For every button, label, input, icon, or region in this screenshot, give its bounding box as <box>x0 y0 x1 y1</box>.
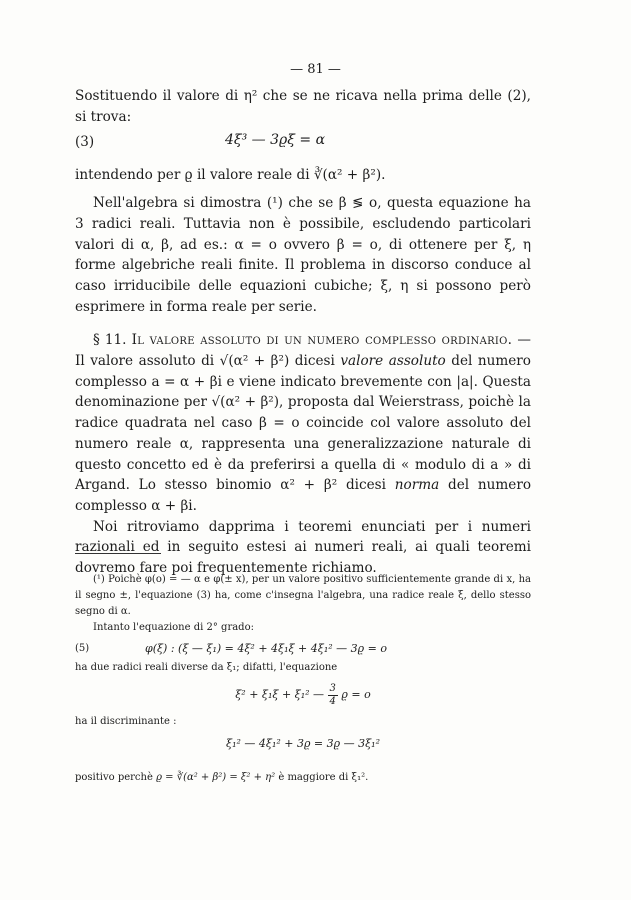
footnote-5-equation: ϱ = ∛(α² + β²) = ξ² + η² <box>156 772 276 783</box>
fraction-denominator: 4 <box>329 695 336 707</box>
paragraph-5: Noi ritroviamo dapprima i teoremi enunciati per i numeri razionali ed in seguito estesi ai numeri reali, ai quali teoremi dovremo fare poi frequentemente richiamo. <box>75 518 531 577</box>
section-11-paragraph <box>75 330 531 516</box>
footnote-5-text-a: positivo perchè <box>75 772 153 783</box>
section-text-b: del numero complesso a = α + βi e viene indicato brevemente con |a|. Questa denominazione per √(α² + β²), proposta dal Weierstrass, poichè la radice quadrata nel caso β = o coincide col valore assoluto del numero reale α, rappresenta una generalizzazione naturale di questo concetto ed è da preferirsi a quella di « modulo di a » di Argand. Lo stesso binomio α² + β² dicesi <box>75 353 531 494</box>
fraction-numerator: 3 <box>329 682 336 694</box>
equation-6-fraction <box>328 683 338 708</box>
equation-6 <box>75 680 531 714</box>
section-title: Il valore assoluto di un numero complesso ordinario. <box>131 332 513 349</box>
footnote-4: ha il discriminante : <box>75 716 177 727</box>
equation-3 <box>75 129 531 155</box>
equation-3-label: (3) <box>75 134 95 151</box>
section-mark: § 11. <box>93 332 127 349</box>
section-text-a: — Il valore assoluto di √(α² + β²) dicesi <box>75 332 531 370</box>
term-valore-assoluto: valore assoluto <box>340 353 446 370</box>
footnote-5 <box>75 770 531 786</box>
footnotes <box>75 572 531 786</box>
footnote-rule <box>75 553 161 554</box>
footnote-1: (¹) Poichè φ(o) = — α e φ(± x), per un valore positivo sufficientemente grande di x, ha il segno ±, l'equazione (3) ha, come c'insegna l'algebra, una radice reale ξ, dello stesso segno di α. <box>75 574 531 617</box>
equation-5-body: φ(ξ) : (ξ — ξ₁) = 4ξ² + 4ξ₁ξ + 4ξ₁² — 3ϱ = o <box>145 642 387 655</box>
page-number: — 81 — <box>290 62 341 77</box>
equation-6-left: ξ² + ξ₁ξ + ξ₁² — <box>235 688 325 701</box>
paragraph-1: Sostituendo il valore di η² che se ne ricava nella prima delle (2), si trova: <box>75 88 531 125</box>
paragraph-3: Nell'algebra si dimostra (¹) che se β ≶ o, questa equazione ha 3 radici reali. Tuttavia non è possibile, escludendo particolari valori di α, β, ad es.: α = o ovvero β = o, di ottenere per ξ, η forme algebriche reali finite. Il problema in discorso conduce al caso irriducibile delle equazioni cubiche; ξ, η si possono però esprimere in forma reale per serie. <box>75 195 531 315</box>
main-text <box>75 86 531 579</box>
footnote-3: ha due radici reali diverse da ξ₁; difatti, l'equazione <box>75 662 338 673</box>
section-text-c: del numero complesso α + βi. <box>75 477 532 514</box>
footnote-2: Intanto l'equazione di 2° grado: <box>93 622 254 633</box>
equation-3-body: 4ξ³ — 3ϱξ = α <box>225 132 326 149</box>
footnote-5-text-b: è maggiore di ξ₁². <box>278 772 369 783</box>
equation-5 <box>75 636 531 660</box>
paragraph-2: intendendo per ϱ il valore reale di ∛(α² + β²). <box>75 167 386 184</box>
equation-6-right: ϱ = o <box>341 688 371 701</box>
equation-7: ξ₁² — 4ξ₁² + 3ϱ = 3ϱ — 3ξ₁² <box>226 737 380 750</box>
term-norma: norma <box>394 477 440 494</box>
equation-5-label: (5) <box>75 643 90 654</box>
